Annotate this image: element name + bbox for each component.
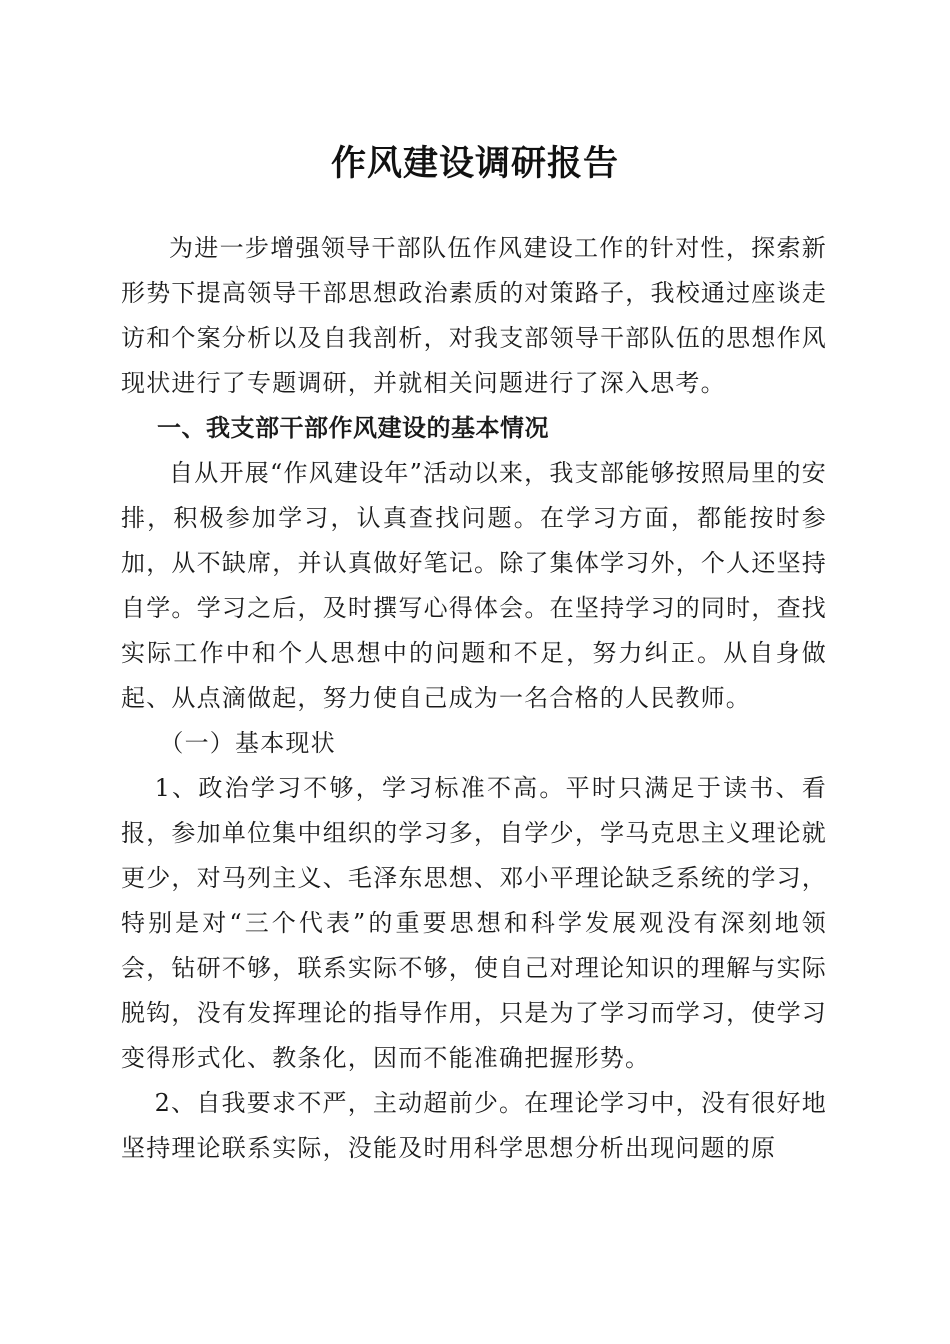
section-heading-1: 一、我支部干部作风建设的基本情况 [157,414,549,442]
subsection-heading-1: （一）基本现状 [159,729,336,757]
section-1-paragraph: 自从开展“作风建设年”活动以来，我支部能够按照局里的安排，积极参加学习，认真查找问题。在学习方面，都能按时参加，从不缺席，并认真做好笔记。除了集体学习外，个人还坚持自学。学习之后，及时撰写心得体会。在坚持学习的同时，查找实际工作中和个人思想中的问题和不足，努力纠正。从自身做起、从点滴做起，努力使自己成为一名合格的人民教师。 [121,459,827,712]
document-title: 作风建设调研报告 [330,143,619,184]
list-item-1: 1、政治学习不够，学习标准不高。平时只满足于读书、看报，参加单位集中组织的学习多，自学少，学马克思主义理论就更少，对马列主义、毛泽东思想、邓小平理论缺乏系统的学习，特别是对“三个代表”的重要思想和科学发展观没有深刻地领会，钻研不够，联系实际不够，使自己对理论知识的理解与实际脱钩，没有发挥理论的指导作用，只是为了学习而学习，使学习变得形式化、教条化，因而不能准确把握形势。 [121,774,827,1072]
document-body [121,226,827,1171]
list-item-2: 2、自我要求不严，主动超前少。在理论学习中，没有很好地坚持理论联系实际，没能及时用科学思想分析出现问题的原 [121,1089,827,1162]
intro-paragraph: 为进一步增强领导干部队伍作风建设工作的针对性，探索新形势下提高领导干部思想政治素质的对策路子，我校通过座谈走访和个案分析以及自我剖析，对我支部领导干部队伍的思想作风现状进行了专题调研，并就相关问题进行了深入思考。 [121,234,827,397]
